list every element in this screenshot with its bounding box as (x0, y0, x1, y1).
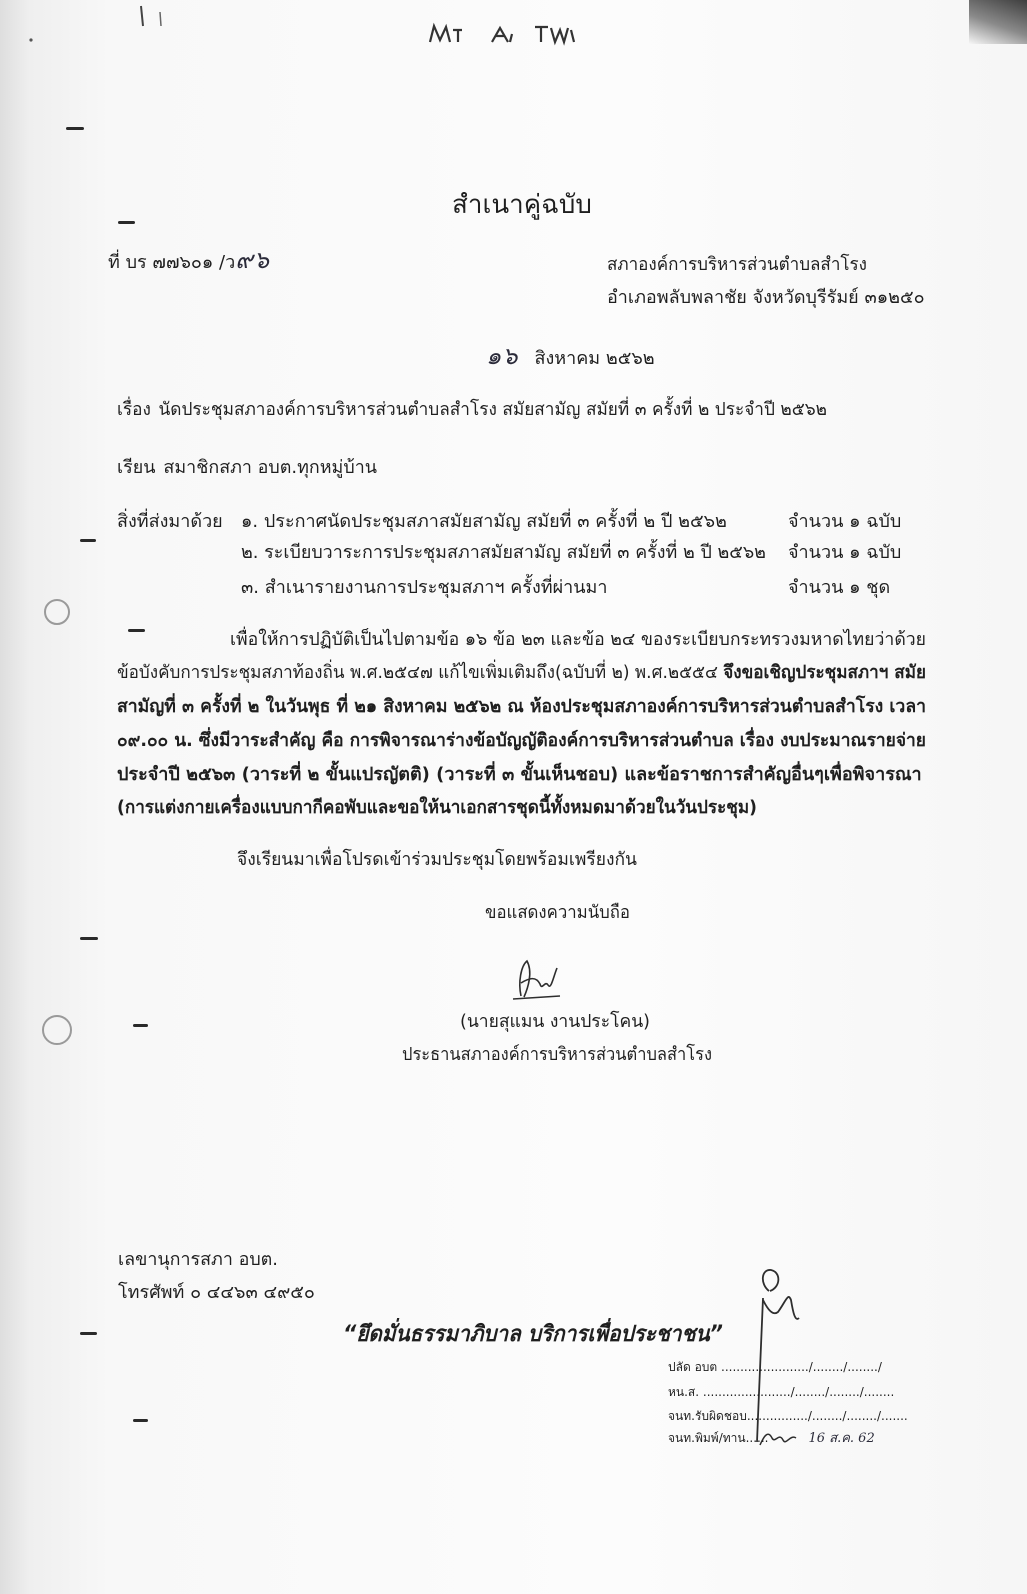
enclosure-item-text: ๒. ระเบียบวาระการประชุมสภาสมัยสามัญ สมัยที่ ๓ ครั้งที่ ๒ ปี ๒๕๖๒ (241, 542, 766, 563)
body-line-bold-text: ๐๙.๐๐ น. ซึ่งมีวาระสำคัญ คือ การพิจารณาร่างข้อบัญญัติองค์การบริหารส่วนตำบล เรื่อง งบประมาณรายจ่าย (117, 730, 926, 751)
signer-position (402, 1043, 712, 1067)
body-line-bold-text: (การแต่งกายเครื่องแบบกากีคอพับและขอให้นาเอกสารชุดนี้ทั้งหมดมาด้วยในวันประชุม) (117, 797, 758, 818)
approval-label: หน.ส. (668, 1385, 700, 1399)
contact-phone-text: โทรศัพท์ ๐ ๔๔๖๓ ๔๙๕๐ (118, 1282, 315, 1303)
punch-hole (45, 600, 69, 624)
contact-department (118, 1248, 278, 1272)
body-line-bold-text: จึงขอเชิญประชุมสภาฯ สมัย (723, 662, 926, 683)
enclosure-item-qty-text: จำนวน ๑ ฉบับ (788, 542, 902, 563)
date-month-year: สิงหาคม ๒๕๖๒ (534, 348, 655, 369)
scan-corner-shadow (969, 0, 1027, 44)
body-line (230, 628, 926, 652)
header-stamp-mark (430, 26, 574, 42)
enclosure-item-text: ๑. ประกาศนัดประชุมสภาสมัยสามัญ สมัยที่ ๓ ครั้งที่ ๒ ปี ๒๕๖๒ (241, 511, 727, 532)
approval-line (668, 1408, 924, 1424)
enclosure-item (241, 510, 766, 534)
recipient-label: เรียน (117, 457, 156, 478)
body-line (117, 695, 926, 719)
stray-mark (160, 12, 161, 26)
body-line-text: เพื่อให้การปฏิบัติเป็นไปตามข้อ ๑๖ ข้อ ๒๓ และข้อ ๒๔ ของระเบียบกระทรวงมหาดไทยว่าด้วย (230, 629, 927, 650)
subject-line (117, 398, 827, 422)
sender-org (607, 253, 867, 277)
enclosure-item-text: ๓. สำเนารายงานการประชุมสภาฯ ครั้งที่ผ่านมา (241, 577, 608, 598)
body-line (117, 796, 757, 820)
body-line (117, 763, 926, 787)
body-line (117, 729, 926, 753)
signature (513, 961, 560, 999)
stray-mark (141, 6, 143, 26)
enclosures-label-text: สิ่งที่ส่งมาด้วย (117, 511, 223, 532)
date-day-handwritten: ๑๖ (486, 342, 519, 370)
approval-handwritten-date: 16 ส.ค. 62 (808, 1431, 875, 1446)
signer-name-text: (นายสุแมน งานประโคน) (460, 1011, 650, 1032)
document-title (452, 188, 602, 222)
slogan-text: “ยึดมั่นธรรมาภิบาล บริการเพื่อประชาชน” (343, 1322, 723, 1347)
reference-label: ที่ บร ๗๗๖๐๑ /ว (108, 252, 236, 273)
punch-hole (43, 1016, 71, 1044)
slogan (343, 1320, 723, 1350)
sender-address-text: อำเภอพลับพลาชัย จังหวัดบุรีรัมย์ ๓๑๒๕๐ (607, 287, 925, 308)
contact-phone (118, 1281, 318, 1305)
reference-number (108, 248, 308, 275)
approval-line (668, 1384, 924, 1400)
recipient-line (117, 456, 377, 480)
body-line-bold-text: สามัญที่ ๓ ครั้งที่ ๒ ในวันพุธ ที่ ๒๑ สิงหาคม ๒๕๖๒ ณ ห้องประชุมสภาองค์การบริหารส่วนตำบลสำโรง เวลา (117, 696, 926, 717)
body-line (117, 661, 926, 685)
sender-org-text: สภาองค์การบริหารส่วนตำบลสำโรง (607, 254, 867, 275)
approval-label: จนท.รับผิดชอบ (668, 1409, 747, 1423)
stray-dot (29, 38, 32, 41)
approval-label: ปลัด อบต (668, 1360, 718, 1374)
approval-fill: ................/......../......../....... (746, 1409, 908, 1423)
reference-handwritten-number: ๙๖ (235, 246, 271, 274)
closing-line (237, 848, 637, 872)
signer-position-text: ประธานสภาองค์การบริหารส่วนตำบลสำโรง (402, 1044, 712, 1065)
approval-line (668, 1430, 928, 1447)
approval-fill: ......................./......../......../........ (699, 1385, 895, 1399)
enclosure-item-qty (788, 576, 908, 600)
enclosure-item (241, 541, 766, 565)
regards-text: ขอแสดงความนับถือ (485, 902, 631, 923)
approval-fill: ...... (745, 1431, 769, 1445)
approval-fill: ......................./......../......../ (717, 1360, 882, 1374)
document-date (486, 344, 686, 371)
contact-department-text: เลขานุการสภา อบต. (118, 1249, 279, 1270)
body-line-text: ข้อบังคับการประชุมสภาท้องถิ่น พ.ศ.๒๕๔๗ แก้ไขเพิ่มเติมถึง(ฉบับที่ ๒) พ.ศ.๒๕๕๔ (117, 662, 724, 683)
enclosure-item-qty-text: จำนวน ๑ ชุด (788, 577, 891, 598)
enclosures-label (117, 510, 237, 534)
enclosure-item (241, 576, 766, 600)
subject-label: เรื่อง (117, 399, 151, 420)
approval-label: จนท.พิมพ์/ทาน (668, 1431, 746, 1445)
enclosure-item-qty (788, 541, 908, 565)
recipient-text: สมาชิกสภา อบต.ทุกหมู่บ้าน (163, 457, 377, 478)
sender-address (607, 286, 927, 310)
document-title-text: สำเนาคู่ฉบับ (452, 190, 592, 220)
enclosure-item-qty (788, 510, 908, 534)
body-line-bold-text: ประจำปี ๒๕๖๓ (วาระที่ ๒ ขั้นแปรญัตติ) (วาระที่ ๓ ขั้นเห็นชอบ) และข้อราชการสำคัญอื่นๆเพื่อพิจารณา (117, 764, 922, 785)
closing-text: จึงเรียนมาเพื่อโปรดเข้าร่วมประชุมโดยพร้อมเพรียงกัน (237, 849, 637, 870)
approval-line (668, 1359, 924, 1375)
enclosure-item-qty-text: จำนวน ๑ ฉบับ (788, 511, 902, 532)
regards-line (485, 901, 630, 925)
subject-text: นัดประชุมสภาองค์การบริหารส่วนตำบลสำโรง สมัยสามัญ สมัยที่ ๓ ครั้งที่ ๒ ประจำปี ๒๕๖๒ (158, 399, 828, 420)
signer-name (460, 1010, 650, 1034)
